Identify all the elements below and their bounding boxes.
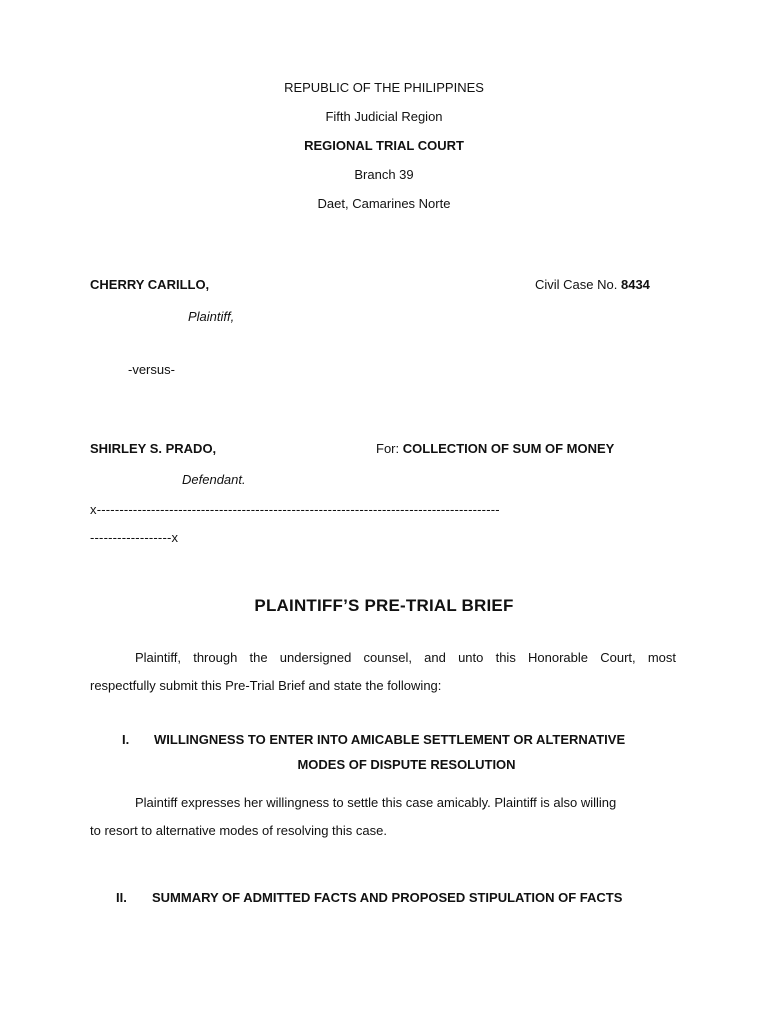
section-2-numeral: II. <box>116 890 127 905</box>
case-number-value: 8434 <box>620 277 650 292</box>
section-1-heading-line-1: WILLINGNESS TO ENTER INTO AMICABLE SETTLEMENT OR ALTERNATIVE <box>154 732 626 747</box>
court-header-republic: REPUBLIC OF THE PHILIPPINES <box>284 80 484 95</box>
caption-separator-line-2: ------------------x <box>90 530 179 545</box>
section-2-heading: SUMMARY OF ADMITTED FACTS AND PROPOSED STIPULATION OF FACTS <box>152 890 623 905</box>
document-title: PLAINTIFF’S PRE-TRIAL BRIEF <box>254 596 514 615</box>
defendant-name: SHIRLEY S. PRADO, <box>90 441 217 456</box>
section-1-body-line-2: to resort to alternative modes of resolving this case. <box>90 823 387 838</box>
plaintiff-name: CHERRY CARILLO, <box>90 277 210 292</box>
case-nature-line <box>376 441 614 456</box>
court-header-branch: Branch 39 <box>354 167 414 182</box>
court-header-location: Daet, Camarines Norte <box>317 196 451 211</box>
case-nature-label: For: <box>376 441 400 456</box>
versus-label: -versus- <box>128 362 175 377</box>
intro-paragraph <box>90 650 676 693</box>
case-nature-value: COLLECTION OF SUM OF MONEY <box>402 441 615 456</box>
defendant-role: Defendant. <box>182 472 246 487</box>
intro-line-1: Plaintiff, through the undersigned counsel, and unto this Honorable Court, most <box>135 650 676 665</box>
section-1-body <box>90 795 676 838</box>
case-number-line <box>535 277 650 292</box>
plaintiff-role: Plaintiff, <box>188 309 235 324</box>
intro-line-2: respectfully submit this Pre-Trial Brief and state the following: <box>90 678 442 693</box>
caption-separator-line-1: x----------------------------------------------------------------------------------------- <box>90 502 500 517</box>
case-number-label: Civil Case No. <box>535 277 618 292</box>
section-1-body-line-1: Plaintiff expresses her willingness to settle this case amicably. Plaintiff is also willing <box>135 795 617 810</box>
section-1-numeral: I. <box>122 732 130 747</box>
section-1-heading-line-2: MODES OF DISPUTE RESOLUTION <box>297 757 516 772</box>
court-header-court: REGIONAL TRIAL COURT <box>304 138 464 153</box>
court-header-region: Fifth Judicial Region <box>325 109 443 124</box>
